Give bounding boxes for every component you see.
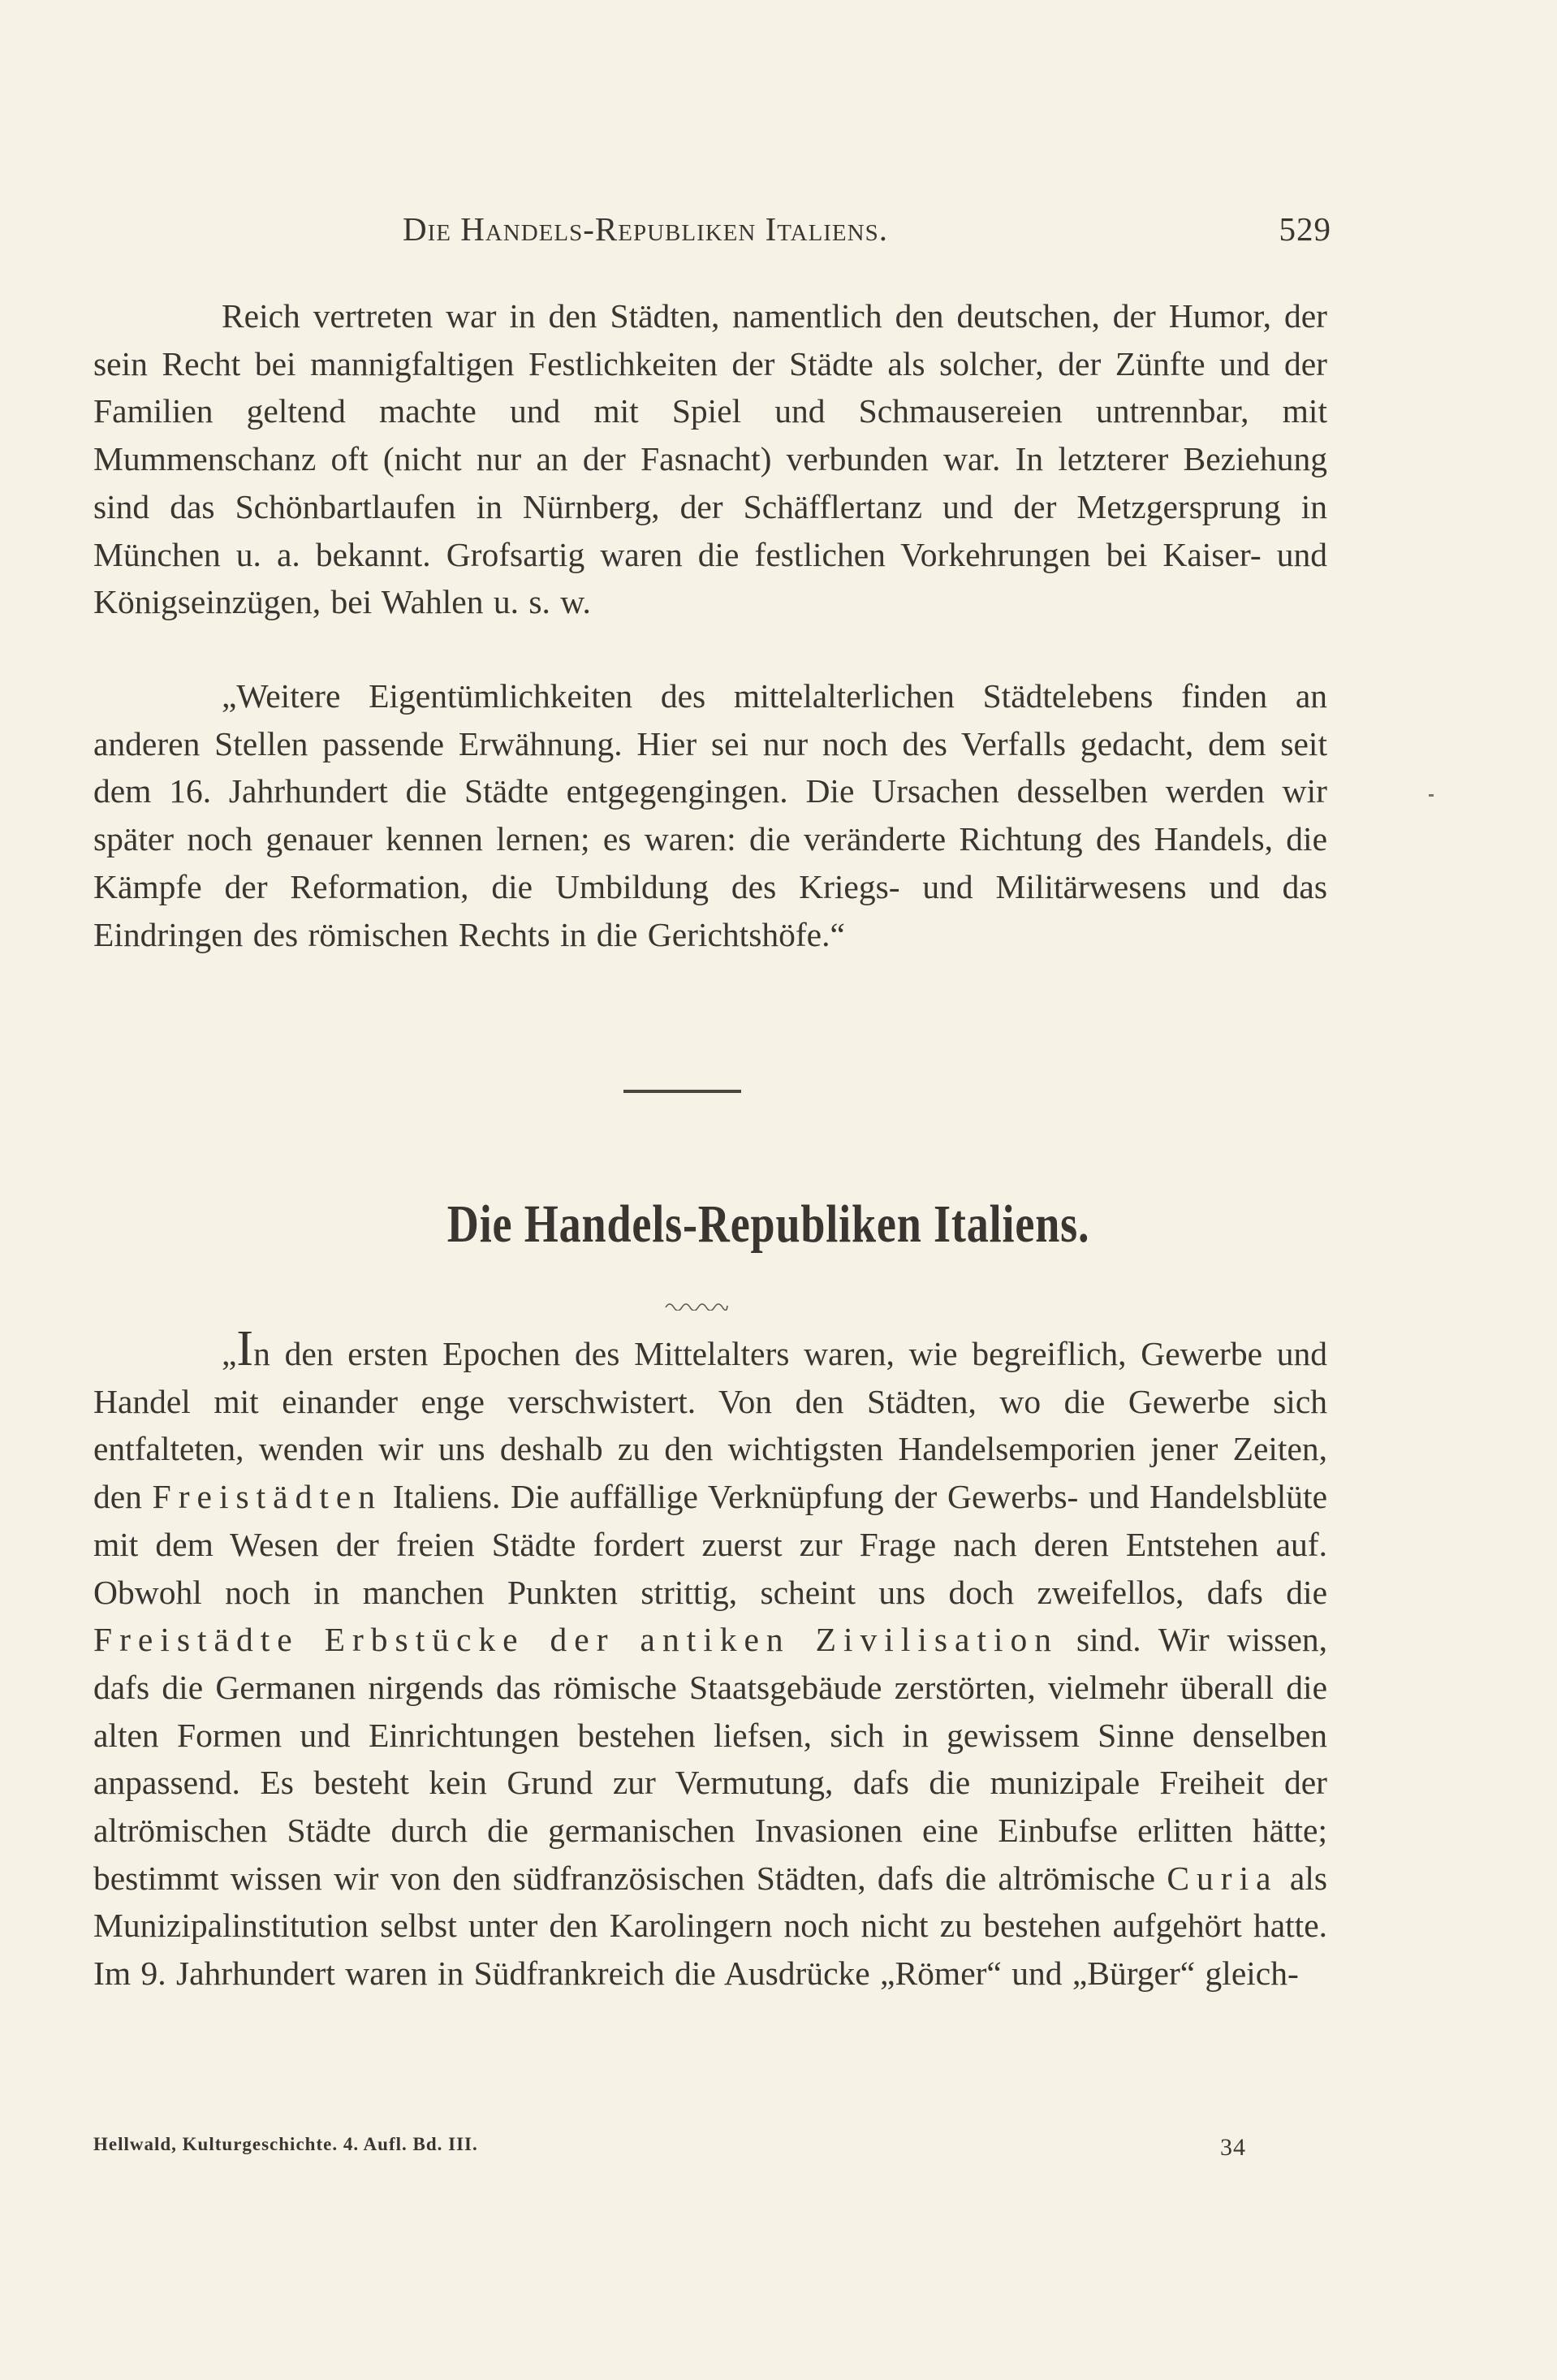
text-run: sind. Wir wissen, dafs die Germanen nirgends das römische Staatsgebäude zerstörten, vielmehr überall die alten Formen und Einrichtungen bestehen liefsen, sich in gewissem Sinne denselben anpassend. Es besteht kein Grund zur Vermutung, dafs die munizipale Freiheit der altrömischen Städte durch die germanischen Invasionen eine Einbufse erlitten hätte; bestimmt wissen wir von den südfranzösischen Städten, dafs die altrömische: [93, 1621, 1327, 1897]
section-divider-rule: [623, 1090, 741, 1093]
paragraph-humor: Reich vertreten war in den Städten, namentlich den deutschen, der Humor, der sein Recht bei mannigfaltigen Festlichkeiten der Städte als solcher, der Zünfte und der Familien geltend machte und mit Spiel und Schmausereien untrennbar, mit Mummenschanz oft (nicht nur an der Fasnacht) verbunden war. In letzterer Beziehung sind das Schönbartlaufen in Nürnberg, der Schäfflertanz und der Metzgersprung in München u. a. bekannt. Grofsartig waren die festlichen Vorkehrungen bei Kaiser- und Königseinzügen, bei Wahlen u. s. w.: [93, 297, 1327, 621]
text-run: als Munizipalinstitution selbst unter den Karolingern noch nicht zu bestehen aufgehört hatte. Im 9. Jahrhundert waren in Südfrankreich die Ausdrücke „Römer“ und „Bürger“ gleich-: [93, 1859, 1327, 1993]
title-ornament-icon: [664, 1299, 729, 1311]
paragraph-decline: „Weitere Eigentümlichkeiten des mittelalterlichen Städtelebens finden an anderen Stellen passende Erwähnung. Hier sei nur noch des Verfalls gedacht, dem seit dem 16. Jahrhundert die Städte entgegengingen. Die Ursachen desselben werden wir später noch genauer kennen lernen; es waren: die veränderte Richtung des Handels, die Kämpfe der Reformation, die Umbildung des Kriegs- und Militärwesens und das Eindringen des römischen Rechts in die Gerichtshöfe.“: [93, 677, 1327, 953]
running-head-title: Die Handels-Republiken Italiens.: [403, 210, 888, 248]
text-run: n den ersten Epochen des Mittelalters waren, wie begreiflich, Gewerbe und Handel mit einander enge verschwistert. Von den Städten, wo die Gewerbe sich entfalteten, wenden wir uns deshalb zu den wichtigsten Handelsemporien jener Zeiten, den: [93, 1335, 1327, 1516]
section-title: Die Handels-Republiken Italiens.: [446, 1194, 1090, 1254]
running-head: [403, 209, 1331, 258]
signature-mark: 34: [1220, 2134, 1246, 2161]
paragraph-italian-republics: [93, 1321, 1328, 1998]
spaced-term-curia: Curia: [1167, 1859, 1279, 1897]
margin-mark: [1429, 794, 1434, 797]
page-number: 529: [1279, 210, 1331, 248]
opening-quote: „: [222, 1335, 237, 1372]
drop-capital: I: [236, 1321, 254, 1376]
page-footer: [93, 2134, 1246, 2166]
spaced-term-freistaedten: Freistädten: [152, 1478, 383, 1516]
text-run: Italiens. Die auffällige Verknüpfung der Gewerbs- und Handelsblüte mit dem Wesen der freien Städte fordert zuerst zur Frage nach deren Entstehen auf. Obwohl noch in manchen Punkten strittig, scheint uns doch zweifellos, dafs die: [93, 1478, 1328, 1611]
spaced-term-erbstuecke: Freistädte Erbstücke der antiken Zivilisation: [93, 1621, 1059, 1659]
footer-citation: Hellwald, Kulturgeschichte. 4. Aufl. Bd. III.: [93, 2134, 478, 2154]
